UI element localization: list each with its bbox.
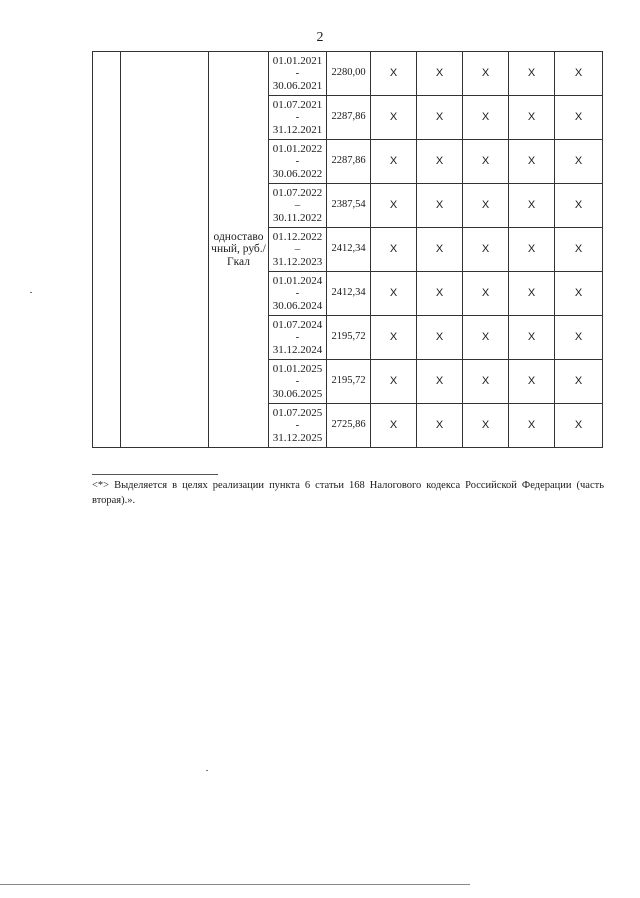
period-from: 01.01.2022	[272, 142, 323, 155]
price-cell: 2287,86	[327, 96, 371, 140]
period-cell	[269, 228, 327, 272]
period-cell	[269, 360, 327, 404]
not-applicable-mark: X	[555, 184, 603, 228]
not-applicable-mark: X	[371, 360, 417, 404]
not-applicable-mark: X	[555, 228, 603, 272]
footnote: <*> Выделяется в целях реализации пункта 6 статьи 168 Налогового кодекса Российской Федерации (часть вторая).».	[92, 480, 604, 506]
not-applicable-mark: X	[463, 184, 509, 228]
unit-cell: одноставо чный, руб./Гкал	[209, 52, 269, 448]
not-applicable-mark: X	[509, 272, 555, 316]
not-applicable-mark: X	[417, 184, 463, 228]
not-applicable-mark: X	[463, 404, 509, 448]
period-from: 01.01.2025	[272, 362, 323, 375]
not-applicable-mark: X	[417, 272, 463, 316]
not-applicable-mark: X	[371, 140, 417, 184]
period-sep: -	[295, 375, 300, 388]
period-from: 01.12.2022	[272, 230, 323, 243]
page-number: 2	[316, 30, 324, 45]
price-cell: 2412,34	[327, 228, 371, 272]
period-from: 01.01.2024	[272, 274, 323, 287]
not-applicable-mark: X	[463, 228, 509, 272]
period-cell	[269, 272, 327, 316]
period-from: 01.07.2021	[272, 98, 323, 111]
period-cell	[269, 52, 327, 96]
not-applicable-mark: X	[555, 404, 603, 448]
not-applicable-mark: X	[555, 96, 603, 140]
period-sep: -	[295, 331, 300, 344]
empty-cell-index	[93, 52, 121, 448]
period-sep: -	[295, 67, 300, 80]
period-from: 01.07.2022	[272, 186, 323, 199]
not-applicable-mark: X	[463, 52, 509, 96]
not-applicable-mark: X	[371, 404, 417, 448]
not-applicable-mark: X	[417, 228, 463, 272]
price-cell: 2725,86	[327, 404, 371, 448]
not-applicable-mark: X	[555, 272, 603, 316]
not-applicable-mark: X	[463, 360, 509, 404]
period-cell	[269, 316, 327, 360]
not-applicable-mark: X	[371, 272, 417, 316]
period-to: 31.12.2025	[272, 431, 323, 444]
not-applicable-mark: X	[509, 228, 555, 272]
period-sep: -	[295, 419, 300, 432]
empty-cell-name	[121, 52, 209, 448]
not-applicable-mark: X	[371, 52, 417, 96]
price-cell: 2287,86	[327, 140, 371, 184]
period-to: 30.11.2022	[272, 211, 323, 224]
period-sep: –	[294, 243, 301, 256]
not-applicable-mark: X	[417, 52, 463, 96]
period-to: 31.12.2021	[272, 123, 323, 136]
not-applicable-mark: X	[417, 96, 463, 140]
period-from: 01.01.2021	[272, 54, 323, 67]
not-applicable-mark: X	[509, 316, 555, 360]
price-cell: 2195,72	[327, 360, 371, 404]
not-applicable-mark: X	[417, 360, 463, 404]
scan-bottom-line	[0, 884, 470, 885]
price-cell: 2280,00	[327, 52, 371, 96]
not-applicable-mark: X	[555, 140, 603, 184]
not-applicable-mark: X	[555, 316, 603, 360]
not-applicable-mark: X	[417, 404, 463, 448]
not-applicable-mark: X	[509, 404, 555, 448]
tariff-table	[92, 51, 603, 448]
price-cell: 2387,54	[327, 184, 371, 228]
period-sep: –	[294, 199, 301, 212]
not-applicable-mark: X	[371, 316, 417, 360]
period-sep: -	[295, 111, 300, 124]
not-applicable-mark: X	[417, 316, 463, 360]
period-cell	[269, 140, 327, 184]
period-sep: -	[295, 287, 300, 300]
period-to: 30.06.2024	[272, 299, 323, 312]
not-applicable-mark: X	[463, 272, 509, 316]
not-applicable-mark: X	[371, 184, 417, 228]
table-row	[93, 52, 603, 96]
not-applicable-mark: X	[371, 96, 417, 140]
scan-speck	[30, 292, 32, 293]
not-applicable-mark: X	[463, 96, 509, 140]
not-applicable-mark: X	[509, 96, 555, 140]
period-from: 01.07.2024	[272, 318, 323, 331]
period-sep: -	[295, 155, 300, 168]
price-cell: 2412,34	[327, 272, 371, 316]
footnote-divider	[92, 474, 218, 475]
not-applicable-mark: X	[463, 140, 509, 184]
tariff-table-body	[93, 52, 603, 448]
period-to: 31.12.2024	[272, 343, 323, 356]
period-to: 30.06.2022	[272, 167, 323, 180]
period-to: 30.06.2025	[272, 387, 323, 400]
not-applicable-mark: X	[509, 360, 555, 404]
not-applicable-mark: X	[509, 52, 555, 96]
not-applicable-mark: X	[463, 316, 509, 360]
not-applicable-mark: X	[509, 184, 555, 228]
not-applicable-mark: X	[417, 140, 463, 184]
period-cell	[269, 184, 327, 228]
period-to: 30.06.2021	[272, 79, 323, 92]
scan-speck	[206, 770, 208, 771]
not-applicable-mark: X	[509, 140, 555, 184]
period-cell	[269, 404, 327, 448]
not-applicable-mark: X	[555, 52, 603, 96]
price-cell: 2195,72	[327, 316, 371, 360]
period-cell	[269, 96, 327, 140]
period-to: 31.12.2023	[272, 255, 323, 268]
period-from: 01.07.2025	[272, 406, 323, 419]
not-applicable-mark: X	[555, 360, 603, 404]
not-applicable-mark: X	[371, 228, 417, 272]
